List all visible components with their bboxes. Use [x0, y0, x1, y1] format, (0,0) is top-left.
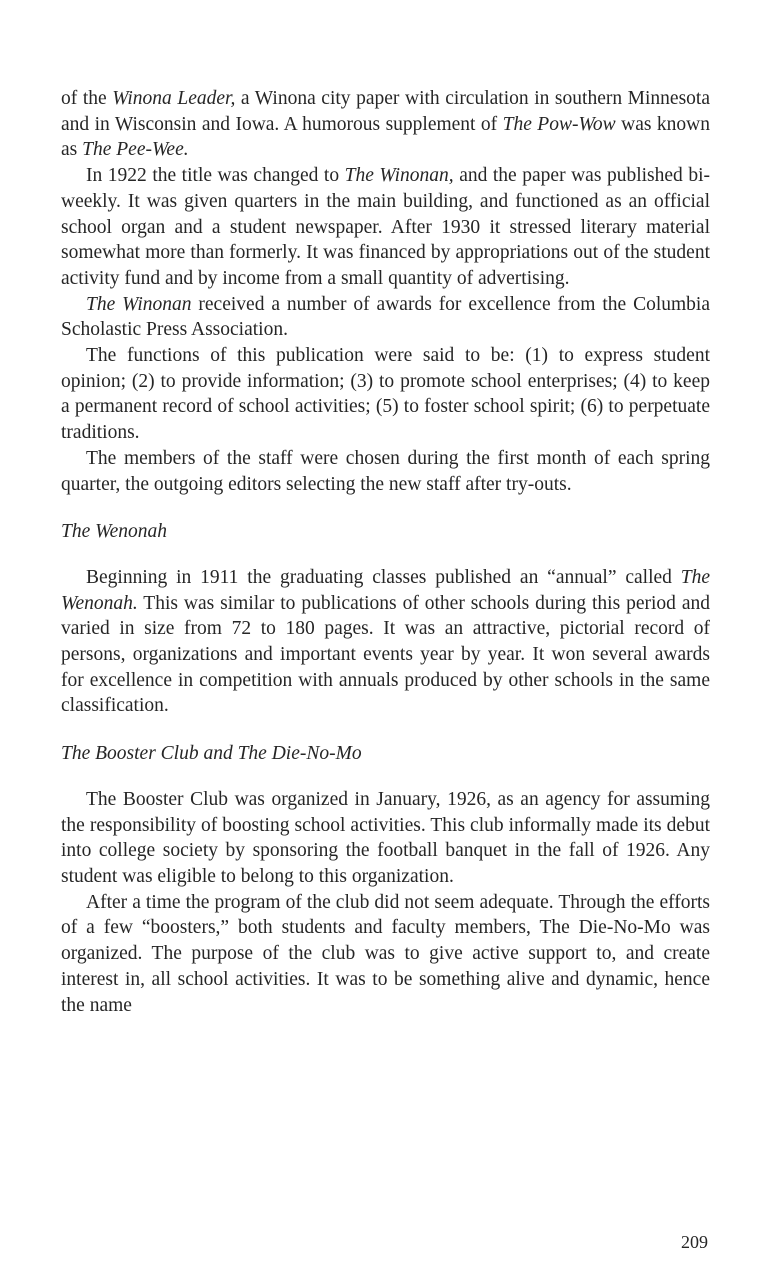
paragraph-pow-wow-5: The members of the staff were chosen during the first month of each spring quarter, the outgoing editors selecting the new staff after try-outs.: [61, 447, 710, 495]
paragraph-booster-1: The Booster Club was organized in January, 1926, as an agency for assuming the responsibility of boosting school activities. This club informally made its debut into college society by sponsoring the football banquet in the fall of 1926. Any student was eligible to belong to this organization.: [61, 788, 710, 887]
section-heading-wenonah: The Wenonah: [61, 521, 167, 543]
section-heading-booster-club: The Booster Club and The Die-No-Mo: [61, 743, 362, 765]
paragraph-pow-wow-3: The Winonan received a number of awards for excellence from the Columbia Scholastic Press Association.: [61, 293, 710, 341]
page-body: [61, 86, 710, 1266]
paragraph-wenonah-1: Beginning in 1911 the graduating classes published an “annual” called The Wenonah. This was similar to publications of other schools during this period and varied in size from 72 to 180 pages. It was an attractive, pictorial record of persons, organizations and important events year by year. It won several awards for excellence in competition with annuals produced by other schools in the same classification.: [61, 566, 710, 717]
paragraph-booster-2: After a time the program of the club did not seem adequate. Through the efforts of a few “boosters,” both students and faculty members, The Die-No-Mo was organized. The purpose of the club was to give active support to, and create interest in, all school activities. It was to be something alive and dynamic, hence the name: [61, 891, 710, 1016]
paragraph-pow-wow-2: In 1922 the title was changed to The Winonan, and the paper was published bi-weekly. It was given quarters in the main building, and functioned as an official school organ and a student newspaper. After 1930 it stressed literary material somewhat more than formerly. It was financed by appropriations out of the student activity fund and by income from a small quantity of advertising.: [61, 165, 710, 289]
paragraph-pow-wow-4: The functions of this publication were said to be: (1) to express student opinion; (2) to provide information; (3) to promote school enterprises; (4) to keep a permanent record of school activities; (5) to foster school spirit; (6) to perpetuate traditions.: [61, 345, 710, 444]
page-number: 209: [681, 1232, 708, 1252]
paragraph-pow-wow-1: of the Winona Leader, a Winona city paper with circulation in southern Minnesota and in Wisconsin and Iowa. A humorous supplement of The Pow-Wow was known as The Pee-Wee.: [61, 88, 710, 161]
